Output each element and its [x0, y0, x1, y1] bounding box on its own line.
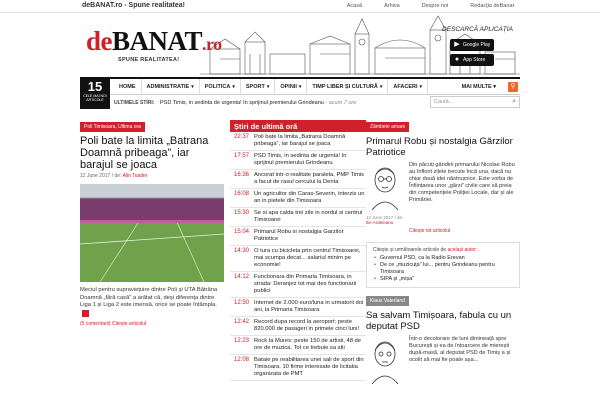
- opinion-column: [366, 122, 520, 386]
- news-time: 12:50: [234, 300, 250, 306]
- article-excerpt: [80, 287, 224, 318]
- news-row[interactable]: [230, 132, 366, 151]
- site-tagline: deBANAT.ro - Spune realitatea!: [82, 2, 185, 9]
- author-2-sketch-portrait: [366, 336, 404, 386]
- opinion-2-tag[interactable]: Klaus Vaterland: [366, 296, 409, 306]
- rss-icon[interactable]: ⚲: [508, 82, 518, 92]
- opinion-read-more[interactable]: Citește tot articolul: [409, 228, 451, 234]
- news-time: 16:08: [234, 191, 250, 197]
- stadium-photo[interactable]: [80, 184, 224, 282]
- logo-subtitle: SPUNE REALITATEA!: [118, 57, 180, 63]
- opinion-2-body: [366, 336, 520, 386]
- opinion-date: 12 June 2017 / de:: [366, 215, 404, 220]
- read-more-icon[interactable]: [82, 310, 89, 317]
- apple-icon: ●: [454, 56, 460, 63]
- news-rows: [230, 132, 366, 381]
- top-link-archive[interactable]: Arhiva: [384, 3, 400, 9]
- news-time: 12:42: [234, 319, 250, 325]
- logo-de: de: [86, 26, 112, 56]
- related-title-a: Citește și următoarele articole de: [373, 247, 447, 253]
- date-box[interactable]: [80, 77, 110, 109]
- nav-label: HOME: [119, 84, 136, 90]
- opinion-2-excerpt: Într-o decolorare de luni dimineață spre București și ea de întoarcere de mierești după-masă, al deputat PSD de Timiș a și ocolit să mai fie poate așa...: [409, 336, 511, 363]
- news-row[interactable]: [230, 272, 366, 298]
- ticker-label: ULTIMELE STIRI:: [114, 100, 155, 106]
- top-link-home[interactable]: Acasă: [346, 3, 363, 9]
- play-icon: ▶: [454, 41, 460, 48]
- chevron-down-icon: ▾: [298, 84, 302, 90]
- news-title[interactable]: Bataie pe reabilitarea unei sali de sport din Timisoara. 10 firme interesate de licitatia organizata de PMT: [254, 357, 364, 377]
- news-title[interactable]: Rock la Mures: peste 150 de artisti, 48 de ore de muzica. Tot ce trebuie sa stii: [254, 338, 361, 351]
- opinion-category-tag[interactable]: Zâmbete amare: [366, 122, 409, 132]
- top-bar: [0, 0, 600, 13]
- news-row[interactable]: [230, 151, 366, 170]
- news-time: 15:30: [234, 210, 250, 216]
- ticker-text[interactable]: PSD Timis, in sedinta de urgenta! In sprijinul premierului Grindeanu: [160, 100, 324, 106]
- chevron-down-icon: ▾: [232, 84, 235, 90]
- nav-item-timp-liber[interactable]: [307, 79, 388, 95]
- news-time: 12:23: [234, 338, 250, 344]
- news-title[interactable]: Primarul Robu si nostalgia Garzilor Patriotice: [254, 229, 344, 242]
- app-store-label: App Store: [463, 57, 486, 63]
- news-title[interactable]: Un agricultor din Caras-Severin, interzis un an in pietele din Timisoara: [254, 191, 365, 204]
- news-title[interactable]: Poli bate la limita „Batrana Doamnă pribeaga”, iar barajul se joaca: [254, 134, 346, 147]
- opinion-title[interactable]: Primarul Robu și nostalgia Gărzilor Patriotice: [366, 136, 513, 158]
- news-row[interactable]: [230, 189, 366, 208]
- top-links: [343, 3, 518, 9]
- article-meta: [80, 173, 224, 179]
- nav-label: AFACERI: [393, 84, 418, 90]
- nav-label: POLITICA: [204, 84, 231, 90]
- chevron-down-icon: ▾: [191, 84, 194, 90]
- date-text: CELE MAI NOI ARTICOLE: [83, 94, 107, 102]
- logo-ro: .ro: [202, 34, 222, 54]
- news-row[interactable]: [230, 298, 366, 317]
- top-link-about[interactable]: Despre noi: [421, 3, 449, 9]
- opinion-body: [366, 162, 520, 224]
- nav-item-home[interactable]: [114, 79, 142, 95]
- search-icon[interactable]: ⌕: [512, 98, 516, 105]
- news-time: 17:57: [234, 153, 250, 159]
- featured-article: [80, 122, 224, 327]
- google-play-label: Google Play: [463, 42, 491, 48]
- stadium-image: [80, 184, 224, 282]
- ticker-time: - acum 7 ore: [325, 100, 357, 106]
- top-link-editorial[interactable]: Redacția deBanat: [470, 3, 514, 9]
- article-author[interactable]: Alin Toader: [122, 173, 148, 179]
- news-time: 16:36: [234, 172, 250, 178]
- related-articles-box: [366, 242, 520, 288]
- site-header: [80, 14, 520, 76]
- app-store-badge[interactable]: [450, 54, 494, 66]
- opinion-excerpt: Din păcuți gândirii primarului Nicolae Robu au înflorit zilele trecute încă una, dacă nu chiar două idei năstrușnice. Este vorba de Înființarea unor „gărzi” civile care să preia din competențele Poliției Locale, dar și ale Primăriei.: [409, 162, 515, 203]
- news-time: 22:37: [234, 134, 250, 140]
- article-category-tag[interactable]: Poli Timisoara, Ultima ora: [80, 122, 145, 132]
- news-row[interactable]: [230, 208, 366, 227]
- article-excerpt-text: Meciul pentru supraviețuire dintre Poli și UTA Bătrâna Doamnă „fără casă” a arătat că, deși diferența dintre Liga 1 și Liga 2 este imensă, orice se poate întâmpla.: [80, 287, 218, 308]
- news-time: 15:04: [234, 229, 250, 235]
- chevron-down-icon: ▾: [266, 84, 270, 90]
- news-time: 14:30: [234, 248, 250, 254]
- author-sketch-portrait: [366, 162, 404, 212]
- news-title[interactable]: O tura cu bicicleta prin centrul Timisoarei, mai scumpa decat... salariul minim pe economie!: [254, 248, 361, 268]
- news-title[interactable]: PSD Timis, in sedinta de urgenta! In sprijinul premierului Grindeanu: [254, 153, 347, 166]
- related-item[interactable]: • Guvernul PSD, ca la Radio Erevan: [373, 255, 513, 262]
- related-title-b: același autor:: [447, 247, 478, 253]
- nav-label: ADMINISTRATIE: [146, 84, 190, 90]
- news-title[interactable]: Se si apa calda trei zile in nordul si centrul Timisoarei: [254, 210, 363, 223]
- google-play-badge[interactable]: [450, 39, 494, 51]
- news-row[interactable]: [230, 170, 366, 189]
- nav-item-politica[interactable]: [200, 79, 241, 95]
- news-time: 14:12: [234, 274, 250, 280]
- news-row[interactable]: [230, 246, 366, 272]
- article-comments-link[interactable]: (5 comentarii) Citește articolul: [80, 321, 147, 328]
- nav-label: SPORT: [245, 84, 265, 90]
- breaking-news-ticker: [114, 97, 424, 109]
- chevron-down-icon: ▾: [419, 84, 423, 90]
- nav-item-opinii[interactable]: [275, 79, 307, 95]
- opinion-2-title[interactable]: Sa salvam Timișoara, fabula cu un deputat PSD: [366, 310, 512, 332]
- news-title[interactable]: Ancorat intr-o realitate paralela, PMP Timis a facut de rasul cercului la Denta: [254, 172, 365, 185]
- news-title[interactable]: Record dupa record la aeroport: peste 820.000 de pasageri in primele cinci luni!: [254, 319, 360, 332]
- opinion-2: [366, 296, 520, 386]
- article-title[interactable]: Poli bate la limita „Batrana Doamnă pribeaga”, iar barajul se joaca: [80, 135, 209, 171]
- nav-label: TIMP LIBER ȘI CULTURĂ: [312, 84, 378, 90]
- nav-item-afaceri[interactable]: [388, 79, 428, 95]
- opinion-author[interactable]: Ilie Ardeleanu: [366, 220, 394, 225]
- chevron-down-icon: ▾: [379, 84, 383, 90]
- nav-label: OPINII: [280, 84, 297, 90]
- nav-item-administratie[interactable]: [142, 79, 200, 95]
- news-row[interactable]: [230, 355, 366, 381]
- related-title: [373, 247, 513, 253]
- news-row[interactable]: [230, 317, 366, 336]
- search-placeholder: Caută...: [434, 99, 454, 105]
- latest-news-list: [230, 120, 366, 381]
- news-row[interactable]: [230, 336, 366, 355]
- logo-banat: BANAT: [112, 26, 203, 56]
- news-title[interactable]: Internet de 2.000 euro/luna in urmatorii doi ani, la Primaria Timisoara: [254, 300, 364, 313]
- news-title[interactable]: Functionara din Primaria Timisoara, in strada: Deranjez tot mai des functionarii publici: [254, 274, 357, 294]
- related-item[interactable]: • SIPA și „mișa”: [373, 276, 513, 283]
- related-item[interactable]: • De ce „muzicuța” lui... pentru Grindeanu pentru Timisoara: [373, 262, 513, 276]
- date-day: 15: [87, 79, 103, 94]
- latest-news-heading: Știri de ultimă oră: [230, 120, 366, 132]
- search-input[interactable]: [430, 96, 520, 108]
- app-download-title: DESCARCĂ APLICAȚIA: [442, 26, 513, 33]
- nav-item-sport[interactable]: [241, 79, 275, 95]
- nav-more[interactable]: MAI MULTE ▾: [461, 84, 496, 90]
- nav-items: [114, 79, 428, 95]
- news-time: 12:08: [234, 357, 250, 363]
- news-row[interactable]: [230, 227, 366, 246]
- article-date: 12 June 2017 / de:: [80, 173, 122, 179]
